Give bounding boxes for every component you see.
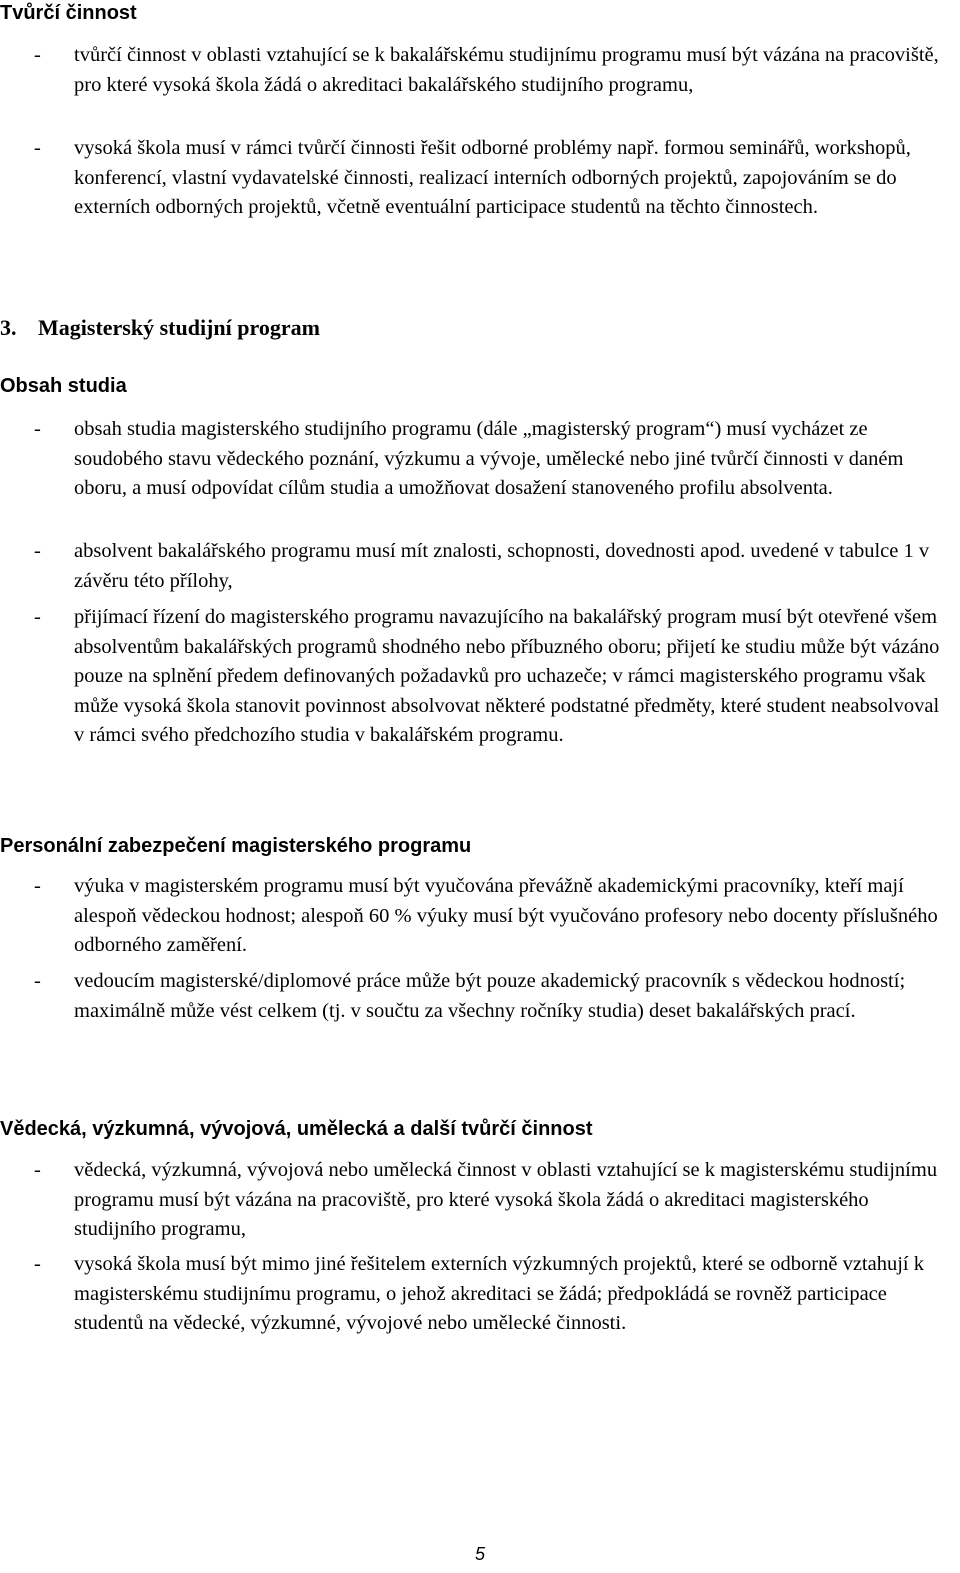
bullet-dash: -: [34, 540, 41, 562]
list-item-text: přijímací řízení do magisterského programu navazujícího na bakalářský program musí být otevřené všem absolventům bakalářských programů shodného nebo příbuzného oboru; přijetí ke studiu může být vázáno pouze na splnění předem definovaných požadavků pro uchazeče; v rámci magisterského programu však může vysoká škola stanovit povinnost absolvovat některé podstatné předměty, které student neabsolvoval v rámci svého předchozího studia v bakalářském programu.: [74, 606, 940, 746]
list-item-text: vysoká škola musí v rámci tvůrčí činnosti řešit odborné problémy např. formou seminářů, workshopů, konferencí, vlastní vydavatelské činnosti, realizací interních odborných projektů, zapojováním se do externích odborných projektů, včetně eventuální participace studentů na těchto činnostech.: [74, 137, 911, 218]
chapter-title: Magisterský studijní program: [38, 315, 320, 340]
list-item-text: obsah studia magisterského studijního programu (dále „magisterský program“) musí vycházet ze soudobého stavu vědeckého poznání, výzkumu a vývoje, umělecké nebo jiné tvůrčí činnosti v daném oboru, a musí odpovídat cílům studia a umožňovat dosažení stanoveného profilu absolventa.: [74, 418, 904, 499]
bullet-dash: -: [34, 137, 41, 159]
list-item: [0, 967, 945, 1026]
list-item: [0, 134, 945, 223]
list-item: [0, 872, 945, 961]
section-heading-obsah-studia: Obsah studia: [0, 375, 127, 397]
list-item: [0, 603, 945, 751]
section-heading-vedecka-cinnost: Vědecká, výzkumná, vývojová, umělecká a další tvůrčí činnost: [0, 1118, 593, 1140]
section-heading-tvurci-cinnost: Tvůrčí činnost: [0, 2, 137, 24]
list-item-text: absolvent bakalářského programu musí mít znalosti, schopnosti, dovednosti apod. uvedené v tabulce 1 v závěru této přílohy,: [74, 540, 930, 592]
list-item-text: vědecká, výzkumná, vývojová nebo umělecká činnost v oblasti vztahující se k magisterskému studijnímu programu musí být vázána na pracoviště, pro které vysoká škola žádá o akreditaci magisterského studijního programu,: [74, 1159, 938, 1240]
bullet-dash: -: [34, 606, 41, 628]
bullet-dash: -: [34, 875, 41, 897]
list-item: [0, 1156, 945, 1245]
list-item-text: vysoká škola musí být mimo jiné řešitelem externích výzkumných projektů, které se odborně vztahují k magisterskému studijnímu programu, o jehož akreditaci se žádá; předpokládá se rovněž participace studentů na vědecké, výzkumné, vývojové nebo umělecké činnosti.: [74, 1253, 924, 1334]
bullet-dash: -: [34, 1253, 41, 1275]
list-item: [0, 537, 945, 596]
list-item-text: vedoucím magisterské/diplomové práce může být pouze akademický pracovník s vědeckou hodností; maximálně může vést celkem (tj. v součtu za všechny ročníky studia) deset bakalářských prací.: [74, 970, 906, 1022]
bullet-dash: -: [34, 44, 41, 66]
list-item: [0, 41, 945, 100]
bullet-dash: -: [34, 1159, 41, 1181]
bullet-dash: -: [34, 970, 41, 992]
section-heading-personalni-zabezpeceni: Personální zabezpečení magisterského programu: [0, 835, 472, 857]
bullet-dash: -: [34, 418, 41, 440]
list-item-text: výuka v magisterském programu musí být vyučována převážně akademickými pracovníky, kteří mají alespoň vědeckou hodnost; alespoň 60 % výuky musí být vyučováno profesory nebo docenty příslušného odborného zaměření.: [74, 875, 938, 956]
chapter-number: 3.: [0, 315, 17, 340]
list-item: [0, 1250, 945, 1339]
list-item-text: tvůrčí činnost v oblasti vztahující se k bakalářskému studijnímu programu musí být vázána na pracoviště, pro které vysoká škola žádá o akreditaci bakalářského studijního programu,: [74, 44, 939, 96]
list-item: [0, 415, 945, 504]
chapter-heading: [0, 314, 320, 342]
page-number: 5: [474, 1544, 485, 1564]
